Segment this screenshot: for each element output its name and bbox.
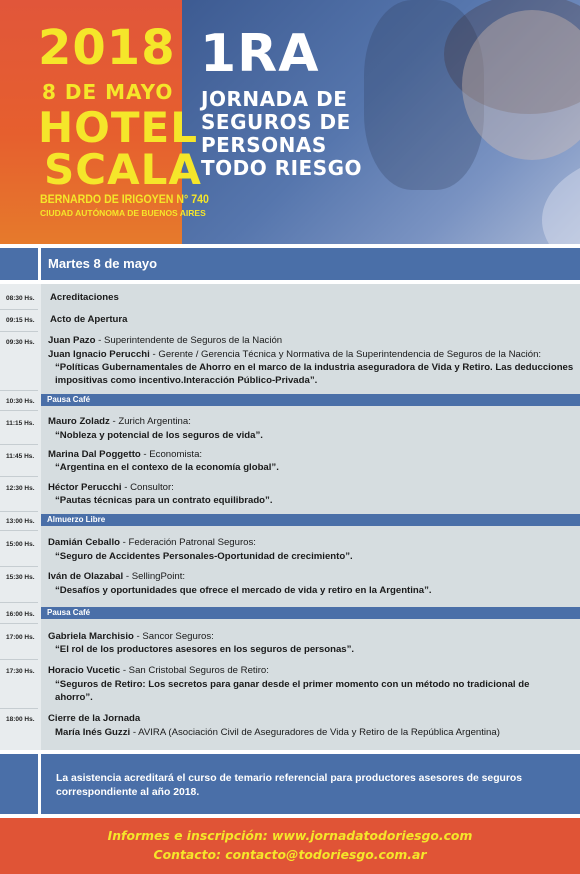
break-bar [41,607,580,619]
speaker-role: - San Cristobal Seguros de Retiro: [120,665,269,676]
talk-title: “Pautas técnicas para un contrato equilibrado”. [55,495,273,506]
break-bar [41,394,580,406]
talk-title: “Argentina en el contexo de la economía global”. [55,462,279,473]
break-bar [41,514,580,526]
speaker-name: Marina Dal Poggetto [48,449,141,460]
contact-email: Contacto: contacto@todoriesgo.com.ar [153,847,427,862]
speaker-role: - Consultor: [121,482,174,493]
speaker-role: - Sancor Seguros: [133,631,214,642]
speaker-role: - Zurich Argentina: [109,416,191,427]
speaker-name: María Inés Guzzi [55,727,131,738]
speaker-name: Iván de Olazabal [48,571,124,582]
time-divider [0,511,38,512]
time-divider [0,566,38,567]
event-date: 8 DE MAYO [42,80,174,104]
time-label: 09:30 Hs. [6,339,35,346]
speaker-name: Juan Pazo [48,335,96,346]
speaker-name: Mauro Zoladz [48,416,110,427]
day-bar-marker [0,248,38,280]
speaker-role: - Federación Patronal Seguros: [119,537,256,548]
time-label: 10:30 Hs. [6,398,35,405]
time-label: 13:00 Hs. [6,518,35,525]
break-label: Pausa Café [47,395,91,404]
talk-title: “Seguros de Retiro: Los secretos para ganar desde el primer momento con un método no tradicional de ahorro”. [55,679,530,703]
item-title: Cierre de la Jornada [48,713,141,724]
time-label: 18:00 Hs. [6,716,35,723]
family-photo-shirt [542,150,580,244]
schedule-item [48,664,574,677]
speaker-name: Gabriela Marchisio [48,631,134,642]
time-label: 15:30 Hs. [6,574,35,581]
item-title: Acto de Apertura [50,314,128,325]
speaker-name: Horacio Vucetic [48,665,121,676]
venue-city: CIUDAD AUTÓNOMA DE BUENOS AIRES [40,208,206,218]
time-divider [0,708,38,709]
time-divider [0,659,38,660]
schedule-item [50,291,576,304]
time-label: 17:00 Hs. [6,634,35,641]
talk-title: “Políticas Gubernamentales de Ahorro en el marco de la industria aseguradora de Vida y Retiro. Las deducciones impositivas como incentivo.Interacción Público-Privada”. [55,362,574,386]
day-label: Martes 8 de mayo [48,256,158,271]
break-label: Pausa Café [47,608,91,617]
time-divider [0,410,38,411]
event-title-line: SEGUROS DE [201,110,351,134]
schedule-item [50,313,576,326]
schedule-item [48,415,574,428]
talk-title: “Desafíos y oportunidades que ofrece el mercado de vida y retiro en la Argentina”. [55,585,432,596]
time-divider [0,309,38,310]
time-label: 08:30 Hs. [6,295,35,302]
item-title: Acreditaciones [50,292,119,303]
footer-note-marker [0,754,38,814]
speaker-name: Damián Ceballo [48,537,120,548]
talk-title: “El rol de los productores asesores en los seguros de personas”. [55,644,355,655]
time-label: 11:15 Hs. [6,420,35,427]
time-divider [0,390,38,391]
event-title-line: PERSONAS [201,133,327,157]
schedule-item [48,481,574,494]
time-label: 15:00 Hs. [6,541,35,548]
schedule-item [48,712,574,725]
time-label: 12:30 Hs. [6,485,35,492]
venue-address: BERNARDO DE IRIGOYEN N° 740 [40,194,209,206]
schedule-item [48,630,574,643]
time-label: 17:30 Hs. [6,668,35,675]
time-column [0,284,41,750]
speaker-role: - Gerente / Gerencia Técnica y Normativa de la Superintendencia de Seguros de la Nación: [149,349,542,360]
talk-title: “Nobleza y potencial de los seguros de vida”. [55,430,263,441]
venue-line-1: HOTEL [38,103,198,152]
schedule-item [48,536,574,549]
speaker-role: - AVIRA (Asociación Civil de Aseguradores de Vida y Retiro de la República Argentina) [130,727,500,738]
schedule-item [48,334,574,347]
event-title-line: JORNADA DE [201,87,348,111]
speaker-name: Héctor Perucchi [48,482,122,493]
time-divider [0,530,38,531]
event-title-line: TODO RIESGO [201,156,363,180]
accreditation-note: La asistencia acreditará el curso de temario referencial para productores asesores de seguros correspondiente al año 2018. [56,773,523,798]
header-banner [0,0,580,244]
speaker-role: - Economista: [140,449,203,460]
speaker-name: Juan Ignacio Perucchi [48,349,150,360]
time-label: 11:45 Hs. [6,453,35,460]
venue-line-2: SCALA [44,145,202,194]
schedule-item [55,726,574,739]
speaker-role: - Superintendente de Seguros de la Nación [95,335,283,346]
break-label: Almuerzo Libre [47,515,106,524]
speaker-role: - SellingPoint: [123,571,186,582]
schedule-item [48,348,574,361]
time-divider [0,331,38,332]
schedule-item [48,448,574,461]
time-divider [0,602,38,603]
time-divider [0,623,38,624]
time-divider [0,476,38,477]
talk-title: “Seguro de Accidentes Personales-Oportunidad de crecimiento”. [55,551,353,562]
event-edition: 1RA [200,24,320,84]
schedule-item [48,570,574,583]
event-year: 2018 [38,20,176,76]
time-label: 09:15 Hs. [6,317,35,324]
time-label: 16:00 Hs. [6,611,35,618]
registration-info: Informes e inscripción: www.jornadatodoriesgo.com [107,828,473,843]
contact-bar [0,818,580,874]
time-divider [0,444,38,445]
